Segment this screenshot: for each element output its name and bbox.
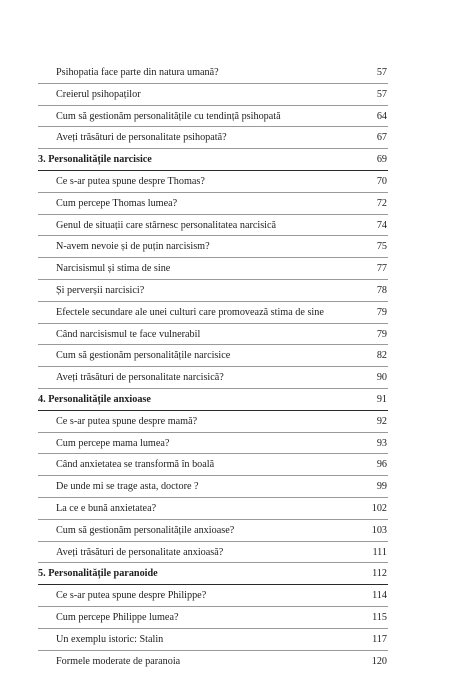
toc-page-number: 67 bbox=[376, 132, 387, 144]
toc-page-number: 70 bbox=[376, 175, 387, 187]
toc-entry-title: Când narcisismul te face vulnerabil bbox=[56, 328, 201, 340]
toc-entry-title: La ce e bună anxietatea? bbox=[56, 502, 157, 514]
toc-entry-title: De unde mi se trage asta, doctore ? bbox=[56, 481, 199, 493]
toc-page-number: 57 bbox=[376, 88, 387, 100]
toc-page-number: 112 bbox=[372, 568, 387, 580]
toc-page-number: 64 bbox=[376, 110, 387, 122]
toc-entry-title: Creierul psihopaților bbox=[56, 88, 141, 100]
toc-entry-row bbox=[0, 171, 459, 193]
toc-entry-row bbox=[0, 258, 459, 280]
toc-page-number: 115 bbox=[372, 611, 387, 623]
toc-entry-row bbox=[0, 476, 459, 498]
toc-page-number: 72 bbox=[376, 197, 387, 209]
toc-entry-row bbox=[0, 367, 459, 389]
toc-chapter-row bbox=[0, 389, 459, 411]
toc-page-number: 79 bbox=[376, 328, 387, 340]
toc-entry-row bbox=[0, 302, 459, 324]
toc-entry-row bbox=[0, 127, 459, 149]
toc-entry-title: Cum să gestionăm personalitățile anxioase? bbox=[56, 524, 235, 536]
toc-entry-title: Ce s-ar putea spune despre Thomas? bbox=[56, 175, 205, 187]
toc-entry-title: Cum să gestionăm personalitățile narcisice bbox=[56, 350, 231, 362]
toc-entry-title: Aveți trăsături de personalitate anxioasă? bbox=[56, 546, 224, 558]
toc-entry-title: Narcisismul și stima de sine bbox=[56, 263, 171, 275]
toc-entry-title: Cum să gestionăm personalitățile cu tendință psihopată bbox=[56, 110, 281, 122]
toc-page-number: 57 bbox=[376, 67, 387, 78]
toc-entry-row bbox=[0, 84, 459, 106]
toc-entry-row bbox=[0, 280, 459, 302]
toc-entry-title: Psihopatia face parte din natura umană? bbox=[56, 67, 219, 78]
toc-page-number: 99 bbox=[376, 481, 387, 493]
toc-entry-row bbox=[0, 651, 459, 673]
toc-entry-row bbox=[0, 607, 459, 629]
toc-entry-title: Și perverșii narcisici? bbox=[56, 284, 145, 296]
table-of-contents bbox=[0, 62, 459, 672]
toc-entry-row bbox=[0, 433, 459, 455]
toc-entry-row bbox=[0, 236, 459, 258]
toc-entry-title: Când anxietatea se transformă în boală bbox=[56, 459, 215, 471]
toc-entry-title: Formele moderate de paranoia bbox=[56, 655, 181, 667]
toc-chapter-title: 5. Personalitățile paranoide bbox=[38, 568, 158, 580]
toc-page-number: 69 bbox=[376, 154, 387, 166]
toc-page-number: 91 bbox=[376, 393, 387, 405]
toc-entry-title: Cum percepe mama lumea? bbox=[56, 437, 170, 449]
toc-entry-row bbox=[0, 585, 459, 607]
toc-page-number: 92 bbox=[376, 415, 387, 427]
toc-chapter-row bbox=[0, 563, 459, 585]
toc-entry-row bbox=[0, 345, 459, 367]
toc-page-number: 111 bbox=[372, 546, 387, 558]
toc-entry-row bbox=[0, 324, 459, 346]
toc-entry-row bbox=[0, 454, 459, 476]
toc-entry-row bbox=[0, 520, 459, 542]
toc-entry-row bbox=[0, 498, 459, 520]
toc-entry-title: N-avem nevoie și de puțin narcisism? bbox=[56, 241, 210, 253]
toc-page-number: 74 bbox=[376, 219, 387, 231]
toc-chapter-title: 4. Personalitățile anxioase bbox=[38, 393, 151, 405]
toc-entry-title: Un exemplu istoric: Stalin bbox=[56, 633, 164, 645]
toc-entry-row bbox=[0, 542, 459, 564]
toc-chapter-row bbox=[0, 149, 459, 171]
toc-page-number: 93 bbox=[376, 437, 387, 449]
toc-page-number: 96 bbox=[376, 459, 387, 471]
toc-entry-row bbox=[0, 629, 459, 651]
toc-page-number: 117 bbox=[372, 633, 387, 645]
toc-chapter-title: 3. Personalitățile narcisice bbox=[38, 154, 152, 166]
toc-entry-row bbox=[0, 215, 459, 237]
toc-entry-title: Genul de situații care stârnesc personalitatea narcisică bbox=[56, 219, 277, 231]
toc-page-number: 78 bbox=[376, 284, 387, 296]
toc-entry-row bbox=[0, 411, 459, 433]
toc-entry-title: Efectele secundare ale unei culturi care promovează stima de sine bbox=[56, 306, 324, 318]
toc-page-number: 102 bbox=[371, 502, 387, 514]
toc-entry-row bbox=[0, 62, 459, 84]
toc-page-number: 90 bbox=[376, 372, 387, 384]
toc-entry-row bbox=[0, 106, 459, 128]
toc-entry-title: Ce s-ar putea spune despre Philippe? bbox=[56, 590, 207, 602]
toc-entry-title: Aveți trăsături de personalitate psihopată? bbox=[56, 132, 227, 144]
toc-page-number: 103 bbox=[371, 524, 387, 536]
toc-page-number: 114 bbox=[372, 590, 387, 602]
toc-page-number: 120 bbox=[371, 655, 387, 667]
toc-page-number: 77 bbox=[376, 263, 387, 275]
toc-entry-row bbox=[0, 193, 459, 215]
toc-entry-title: Cum percepe Philippe lumea? bbox=[56, 611, 179, 623]
toc-page-number: 79 bbox=[376, 306, 387, 318]
toc-entry-title: Ce s-ar putea spune despre mamă? bbox=[56, 415, 198, 427]
toc-page-number: 75 bbox=[376, 241, 387, 253]
toc-page-number: 82 bbox=[376, 350, 387, 362]
toc-entry-title: Aveți trăsături de personalitate narcisică? bbox=[56, 372, 224, 384]
toc-entry-title: Cum percepe Thomas lumea? bbox=[56, 197, 178, 209]
